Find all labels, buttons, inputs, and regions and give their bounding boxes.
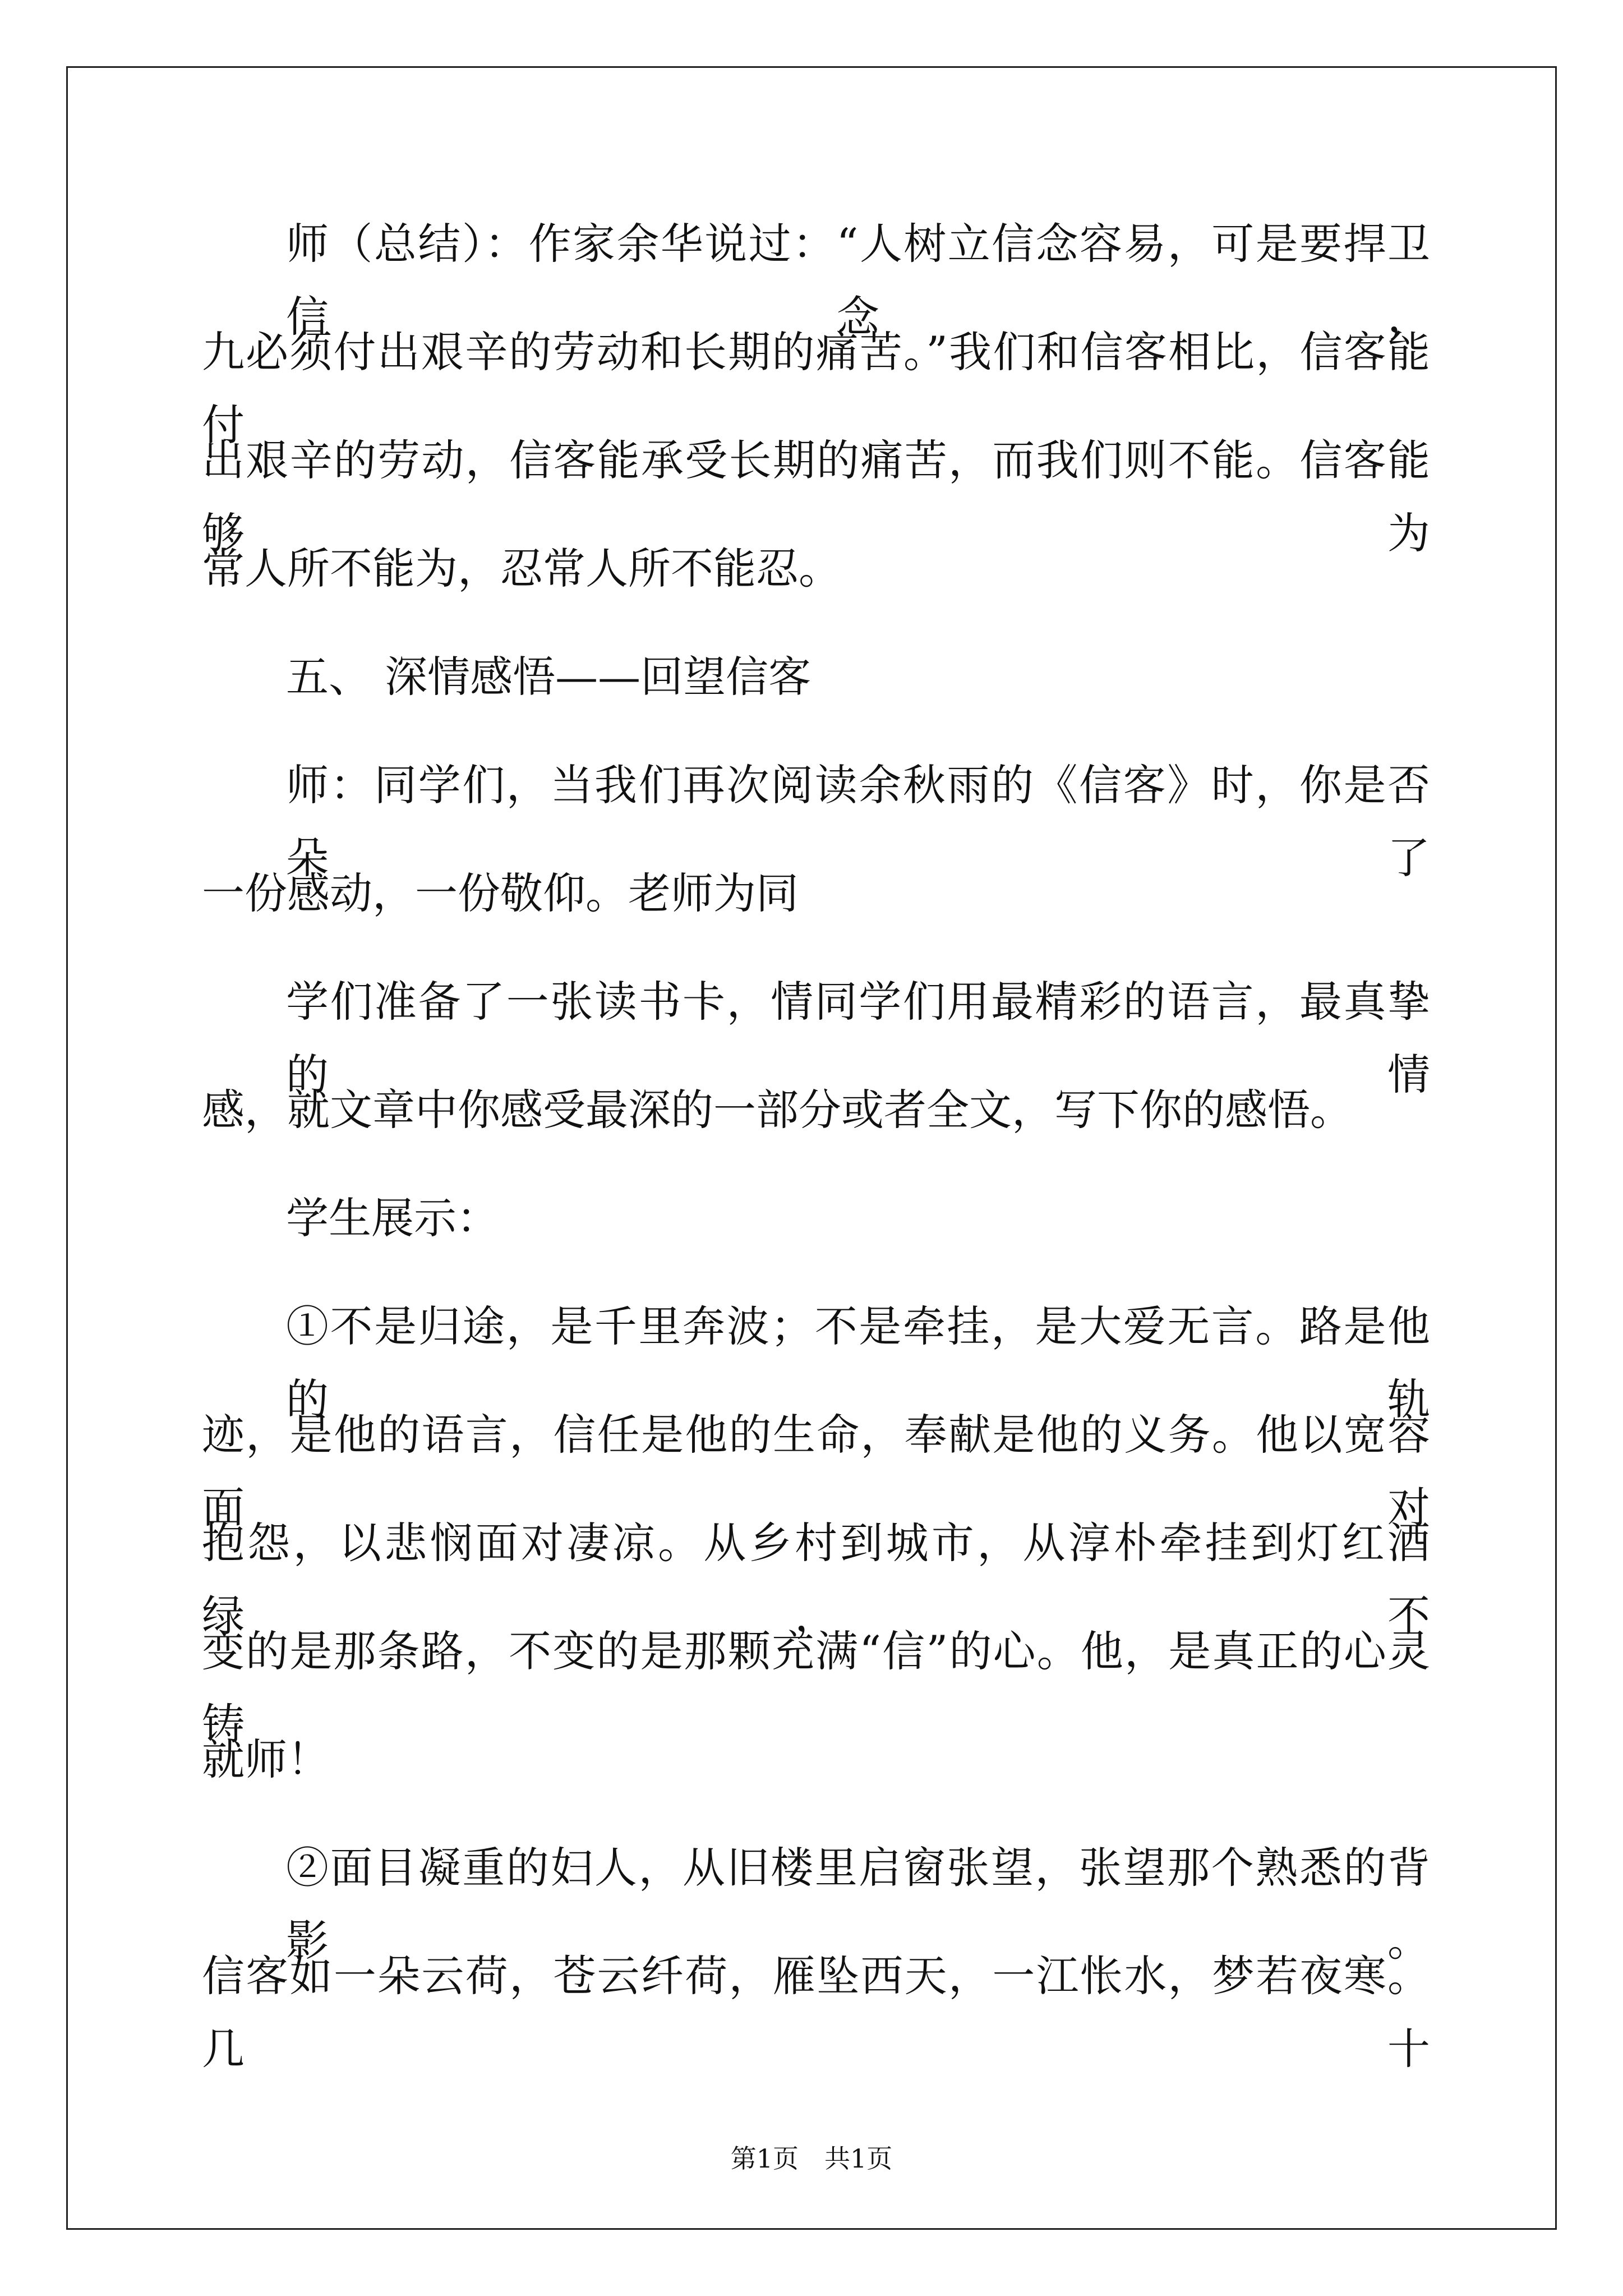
text-line: 学生展示： bbox=[286, 1193, 499, 1243]
text-line: 一份感动，一份敬仰。老师为同 bbox=[202, 868, 799, 918]
text-line: 信客如一朵云荷，苍云纤荷，雁坠西天，一江怅水，梦若夜寒。几十 bbox=[202, 1951, 1430, 2074]
text-line: 学们准备了一张读书卡，情同学们用最精彩的语言，最真挚的情 bbox=[286, 977, 1430, 1099]
text-line: ①不是归途，是千里奔波；不是牵挂，是大爱无言。路是他的轨 bbox=[286, 1301, 1430, 1424]
text-line: ②面目凝重的妇人，从旧楼里启窗张望，张望那个熟悉的背影。 bbox=[286, 1843, 1430, 1966]
page-number-footer: 第1页 共1页 bbox=[730, 2143, 893, 2174]
text-line: 师：同学们，当我们再次阅读余秋雨的《信客》时，你是否朵了 bbox=[286, 760, 1430, 883]
text-line: 抱怨，以悲悯面对凄凉。从乡村到城市，从淳朴牵挂到灯红酒绿，不 bbox=[202, 1518, 1430, 1641]
text-line: 感，就文章中你感受最深的一部分或者全文，写下你的感悟。 bbox=[202, 1085, 1353, 1135]
text-line: 迹，是他的语言，信任是他的生命，奉献是他的义务。他以宽容面对 bbox=[202, 1410, 1430, 1533]
text-line: 就师！ bbox=[202, 1734, 330, 1784]
text-line: 九必须付出艰辛的劳动和长期的痛苦。”我们和信客相比，信客能付 bbox=[202, 327, 1430, 450]
text-line: 出艰辛的劳动，信客能承受长期的痛苦，而我们则不能。信客能够为 bbox=[202, 435, 1430, 558]
text-line: 常人所不能为，忍常人所不能忍。 bbox=[202, 544, 841, 593]
section-heading: 五、 深情感悟——回望信客 bbox=[286, 652, 811, 702]
text-line: 师（总结）：作家余华说过：“人树立信念容易，可是要捍卫信念， bbox=[286, 219, 1430, 342]
text-line: 变的是那条路，不变的是那颗充满“信”的心。他，是真正的心灵铸 bbox=[202, 1626, 1430, 1749]
